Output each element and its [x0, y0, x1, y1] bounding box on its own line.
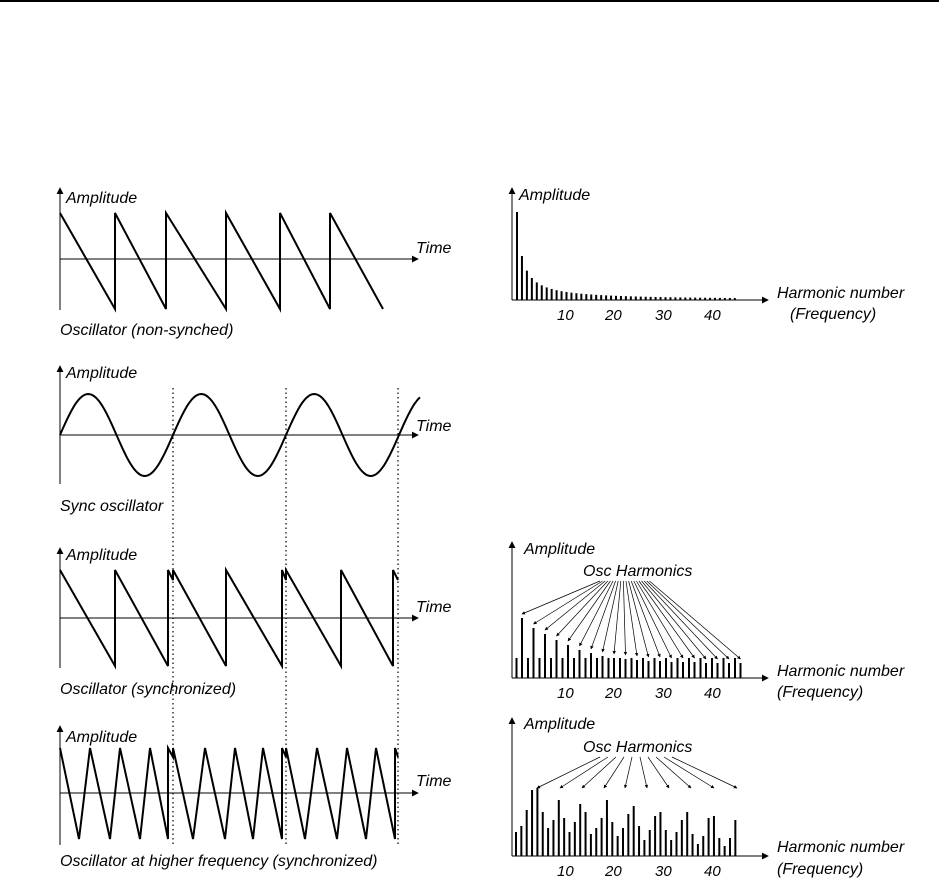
harmonic-pointer-arrow	[644, 581, 717, 659]
tick-label-40: 40	[704, 863, 721, 880]
sawtooth-wave	[60, 213, 383, 309]
harmonic-bars	[517, 212, 735, 300]
sync-reset-lines	[173, 388, 398, 845]
tick-label-30: 30	[655, 863, 672, 880]
y-axis-label: Amplitude	[66, 547, 138, 564]
harmonic-pointer-arrow	[557, 581, 608, 636]
y-axis-label: Amplitude	[519, 187, 591, 204]
harmonic-pointer-arrow	[560, 757, 608, 788]
tick-label-30: 30	[655, 685, 672, 702]
y-axis-label: Amplitude	[66, 190, 138, 207]
y-axis-label: Amplitude	[524, 541, 596, 558]
panel-higher-frequency	[60, 726, 452, 870]
harmonic-pointer-arrow	[604, 757, 624, 788]
harmonic-pointer-arrow	[636, 581, 683, 658]
tick-label-40: 40	[704, 685, 721, 702]
harmonic-pointer-arrow	[634, 581, 672, 658]
panel-caption: Oscillator at higher frequency (synchronized)	[60, 853, 378, 870]
harmonic-pointer-arrow	[640, 757, 647, 788]
harmonic-pointer-arrow	[625, 757, 632, 788]
x-axis-sublabel: (Frequency)	[790, 306, 877, 323]
harmonic-bars	[516, 788, 735, 856]
annotation-label: Osc Harmonics	[583, 739, 693, 756]
harmonic-pointer-arrow	[639, 581, 695, 658]
panel-sync-oscillator	[60, 365, 452, 515]
panel-caption: Oscillator (synchronized)	[60, 681, 237, 698]
panel-caption: Sync oscillator	[60, 498, 164, 515]
harmonic-pointer-arrow	[656, 757, 691, 788]
x-axis-label: Harmonic number	[777, 285, 905, 302]
x-axis-label: Harmonic number	[777, 663, 905, 680]
harmonic-pointer-arrow	[664, 757, 714, 788]
harmonic-pointer-arrow	[623, 581, 625, 655]
x-axis-label: Time	[416, 599, 452, 616]
panel-synchronized	[60, 547, 452, 698]
panel-nonsynched	[60, 188, 452, 339]
tick-label-30: 30	[655, 307, 672, 324]
harmonic-pointer-arrow	[614, 581, 621, 654]
tick-label-10: 10	[557, 685, 574, 702]
harmonic-pointer-arrow	[568, 581, 610, 641]
panel-caption: Oscillator (non-synched)	[60, 322, 234, 339]
y-axis-label: Amplitude	[66, 729, 138, 746]
tick-label-20: 20	[605, 863, 622, 880]
spectrum-synchronized	[512, 541, 905, 702]
tick-label-10: 10	[557, 307, 574, 324]
tick-label-40: 40	[704, 307, 721, 324]
harmonic-pointer-arrow	[580, 581, 614, 646]
x-axis-label: Time	[416, 418, 452, 435]
harmonic-pointer-arrow	[522, 581, 600, 614]
harmonic-pointer-arrow	[603, 581, 619, 652]
harmonic-pointer-arrow	[649, 581, 740, 659]
tick-label-20: 20	[605, 307, 622, 324]
harmonic-pointer-arrow	[582, 757, 616, 788]
harmonic-pointer-arrows	[522, 581, 741, 659]
harmonic-pointer-arrow	[647, 581, 729, 659]
harmonic-pointer-arrow	[537, 757, 600, 788]
tick-label-10: 10	[557, 863, 574, 880]
spectrum-nonsynched	[512, 187, 905, 324]
harmonic-pointer-arrows	[537, 757, 737, 788]
x-axis-label: Time	[416, 773, 452, 790]
harmonic-pointer-arrow	[642, 581, 706, 659]
annotation-label: Osc Harmonics	[583, 563, 693, 580]
harmonic-pointer-arrow	[545, 581, 605, 630]
harmonic-pointer-arrow	[534, 581, 603, 624]
harmonic-pointer-arrow	[672, 757, 737, 788]
y-axis-label: Amplitude	[524, 716, 596, 733]
x-axis-sublabel: (Frequency)	[777, 861, 864, 878]
x-axis-label: Time	[416, 240, 452, 257]
x-axis-label: Harmonic number	[777, 839, 905, 856]
x-axis-sublabel: (Frequency)	[777, 684, 864, 701]
harmonic-pointer-arrow	[648, 757, 669, 788]
tick-label-20: 20	[605, 685, 622, 702]
spectrum-higher-frequency	[512, 716, 905, 880]
y-axis-label: Amplitude	[66, 365, 138, 382]
